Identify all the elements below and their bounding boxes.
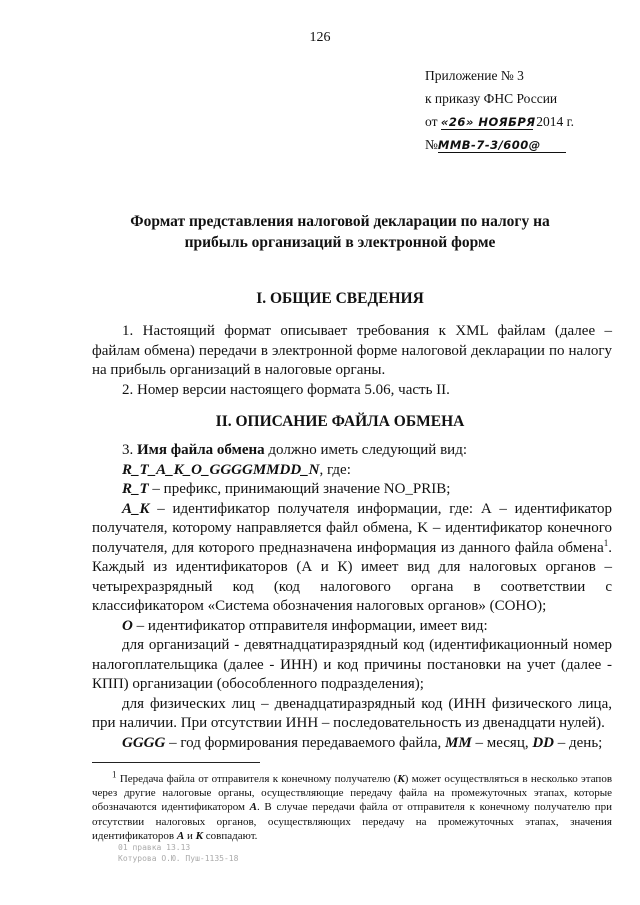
document-title <box>60 211 620 253</box>
paragraph-3: 3. Имя файла обмена должно иметь следующий вид: <box>122 442 467 458</box>
paragraph-2: 2. Номер версии настоящего формата 5.06, часть II. <box>122 381 450 398</box>
paragraph-1: 1. Настоящий формат описывает требования к XML файлам (далее – файлам обмена) передачи в электронной форме налоговой декларации по налогу на прибыль организаций в налоговые органы. <box>92 323 612 378</box>
number-handwritten: ММВ-7-3/600@ <box>438 138 566 153</box>
def-phys: для физических лиц – двенадцатиразрядный код (ИНН физического лица, при наличии. При отсутствии ИНН – последовательность из двенадцати нулей). <box>92 695 612 731</box>
print-stamp <box>118 842 238 864</box>
date-handwritten: «26» НОЯБРЯ <box>440 115 536 129</box>
def-rt: R_T – префикс, принимающий значение NO_PRIB; <box>122 481 451 497</box>
title-line1: Формат представления налоговой декларации по налогу на <box>130 213 550 230</box>
annex-line1: Приложение № 3 <box>425 68 524 83</box>
section2-body <box>92 441 612 753</box>
date-prefix: от <box>425 114 438 129</box>
section1-heading: I. ОБЩИЕ СВЕДЕНИЯ <box>256 290 424 307</box>
stamp-line1: 01 правка 13.13 <box>118 843 191 852</box>
annex-date <box>425 110 625 133</box>
def-org: для организаций - девятнадцатиразрядный код (идентификационный номер налогоплательщика (далее - ИНН) и код причины постановки на учет (далее - КПП) организации (обособленного подразделения); <box>92 637 612 692</box>
section2-heading: II. ОПИСАНИЕ ФАЙЛА ОБМЕНА <box>215 413 465 430</box>
file-name-pattern: R_T_A_K_O_GGGGMMDD_N, где: <box>122 461 351 478</box>
title-line2: прибыль организаций в электронной форме <box>184 234 496 251</box>
footnote-ref: 1 <box>603 537 609 548</box>
footnote <box>92 769 613 843</box>
footnote-text: $^1$ Передача файла от отправителя к конечному получателю (К) может осуществляться в несколько этапов через другие налоговые органы, осуществляющие передачу файла на промежуточных этапах, которые обозначаются идентификатором А. В случае передачи файла от отправителя к конечному получателю при отсутствии налоговых органов, осуществляющих передачу на промежуточных этапах, значения идентификаторов А и К совпадают. <box>92 769 613 842</box>
date-year: 2014 г. <box>536 114 574 129</box>
section1-body <box>92 322 612 400</box>
annex-block <box>425 64 625 156</box>
annex-number <box>425 133 625 156</box>
def-o: O – идентификатор отправителя информации, имеет вид: <box>122 617 488 634</box>
annex-line2: к приказу ФНС России <box>425 91 558 106</box>
def-ak: A_K – идентификатор получателя информации, где: А – идентификатор получателя, которому направляется файл обмена, K – идентификатор конечного получателя, для которого предназначена информация из данного файла обмена$^1$. Каждый из идентификаторов (А и К) имеет вид для налоговых органов – четырехразрядный код (код налогового органа в соответствии с классификатором «Система обозначения налоговых органов» (СОНО); <box>92 500 613 614</box>
stamp-line2: Котурова О.Ю. Пуш-1135-18 <box>118 854 239 863</box>
footnote-separator <box>92 762 260 763</box>
def-date: GGGG – год формирования передаваемого файла, MM – месяц, DD – день; <box>122 734 603 751</box>
number-prefix: № <box>425 137 438 152</box>
page-number: 126 <box>309 30 331 45</box>
term-file-name: Имя файла обмена <box>137 442 265 458</box>
